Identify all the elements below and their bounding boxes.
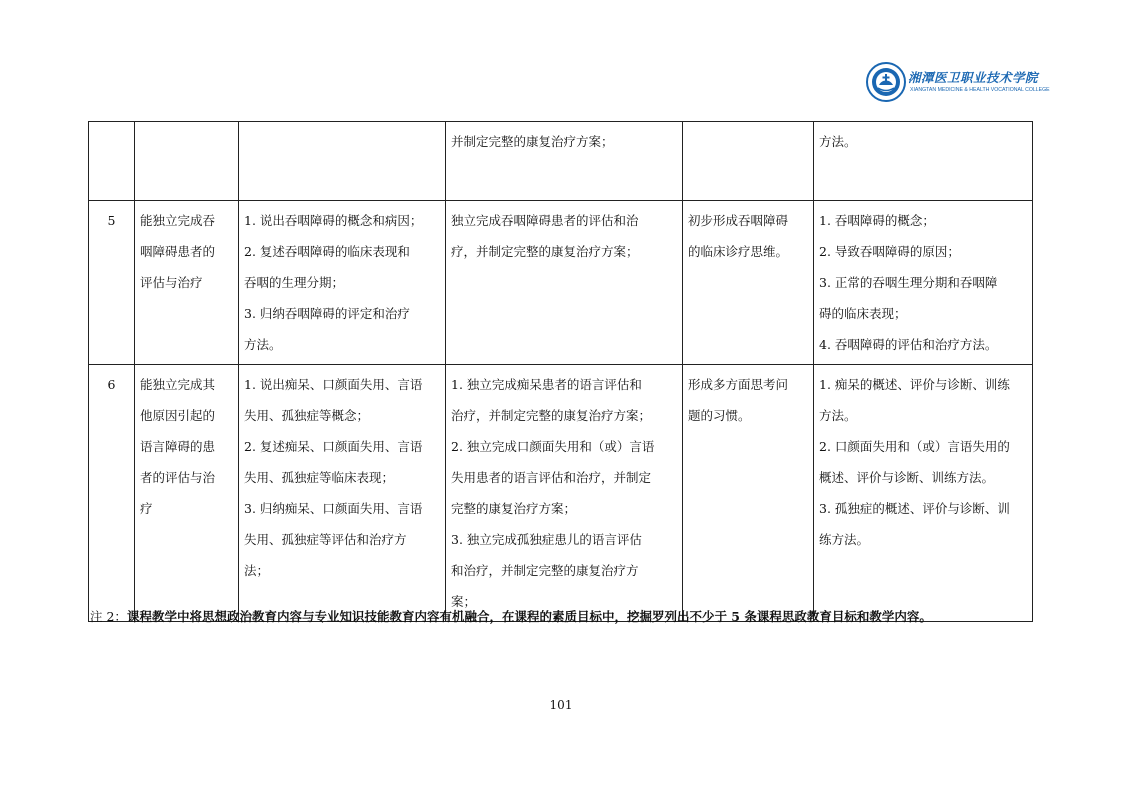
cell-line: 失用、孤独症等概念； <box>244 408 370 423</box>
footnote-text: 课程教学中将思想政治教育内容与专业知识技能教育内容有机融合，在课程的素质目标中，挖掘罗列出不少于 5 条课程思政教育目标和教学内容。 <box>126 609 932 624</box>
cell-line: 1. 说出痴呆、口颜面失用、言语 <box>244 377 423 392</box>
cell-line: 题的习惯。 <box>688 408 751 423</box>
footnote-prefix: 注 2： <box>90 609 127 624</box>
cell-line: 形成多方面思考问 <box>688 377 789 392</box>
table-cell-skill <box>446 365 683 622</box>
table-cell-quality <box>683 365 814 622</box>
table-cell-skill <box>446 122 683 201</box>
table-cell-content <box>814 122 1033 201</box>
table-cell-quality <box>683 122 814 201</box>
table-cell-knowledge <box>239 201 446 365</box>
cell-line: 碍的临床表现； <box>819 306 907 321</box>
cell-line: 3. 归纳吞咽障碍的评定和治疗 <box>244 306 410 321</box>
table-row <box>89 201 1033 365</box>
cell-line: 完整的康复治疗方案； <box>451 501 577 516</box>
cell-line: 方法。 <box>819 408 857 423</box>
table-cell-knowledge <box>239 122 446 201</box>
table-cell-content <box>814 365 1033 622</box>
cell-line: 失用、孤独症等评估和治疗方 <box>244 532 407 547</box>
cell-line: 并制定完整的康复治疗方案； <box>451 134 614 149</box>
cell-line: 3. 孤独症的概述、评价与诊断、训 <box>819 501 1010 516</box>
cell-line: 2. 复述痴呆、口颜面失用、言语 <box>244 439 423 454</box>
cell-line: 和治疗，并制定完整的康复治疗方 <box>451 563 639 578</box>
cell-line: 疗 <box>140 501 153 516</box>
cell-line: 2. 复述吞咽障碍的临床表现和 <box>244 244 410 259</box>
table-cell-skill <box>446 201 683 365</box>
cell-line: 3. 正常的吞咽生理分期和吞咽障 <box>819 275 998 290</box>
cell-line: 1. 痴呆的概述、评价与诊断、训练 <box>819 377 1010 392</box>
course-objectives-table <box>88 121 1033 622</box>
footnote <box>90 606 1050 628</box>
cell-line: 他原因引起的 <box>140 408 216 423</box>
cell-line: 治疗，并制定完整的康复治疗方案； <box>451 408 652 423</box>
cell-line: 4. 吞咽障碍的评估和治疗方法。 <box>819 337 998 352</box>
cell-line: 方法。 <box>819 134 857 149</box>
table-cell-no <box>89 122 135 201</box>
cell-line: 初步形成吞咽障碍 <box>688 213 789 228</box>
table-cell-content <box>814 201 1033 365</box>
cell-line: 者的评估与治 <box>140 470 216 485</box>
college-english-name: XIANGTAN MEDICINE & HEALTH VOCATIONAL COLLEGE <box>910 87 1050 93</box>
college-name: 湘潭医卫职业技术学院 <box>908 70 1039 85</box>
cell-line: 法； <box>244 563 270 578</box>
table-cell-no: 5 <box>89 201 135 365</box>
cell-line: 2. 口颜面失用和（或）言语失用的 <box>819 439 1010 454</box>
page-number: 101 <box>549 698 573 712</box>
cell-line: 练方法。 <box>819 532 870 547</box>
cell-line: 语言障碍的患 <box>140 439 216 454</box>
cell-line: 案； <box>451 594 477 609</box>
table-row <box>89 122 1033 201</box>
cell-line: 失用、孤独症等临床表现； <box>244 470 395 485</box>
college-emblem-icon <box>866 62 906 102</box>
cell-line: 能独立完成吞 <box>140 213 216 228</box>
cell-line: 1. 说出吞咽障碍的概念和病因； <box>244 213 423 228</box>
cell-line: 3. 独立完成孤独症患儿的语言评估 <box>451 532 642 547</box>
table-cell-quality <box>683 201 814 365</box>
cell-line: 3. 归纳痴呆、口颜面失用、言语 <box>244 501 423 516</box>
cell-line: 咽障碍患者的 <box>140 244 216 259</box>
cell-line: 评估与治疗 <box>140 275 203 290</box>
cell-line: 2. 导致吞咽障碍的原因； <box>819 244 960 259</box>
table-row <box>89 365 1033 622</box>
cell-line: 独立完成吞咽障碍患者的评估和治 <box>451 213 639 228</box>
cell-line: 1. 独立完成痴呆患者的语言评估和 <box>451 377 642 392</box>
table-cell-task <box>135 365 239 622</box>
cell-line: 1. 吞咽障碍的概念； <box>819 213 935 228</box>
cell-line: 吞咽的生理分期； <box>244 275 345 290</box>
cell-line: 能独立完成其 <box>140 377 216 392</box>
cell-line: 概述、评价与诊断、训练方法。 <box>819 470 995 485</box>
table-cell-no: 6 <box>89 365 135 622</box>
cell-line: 疗，并制定完整的康复治疗方案； <box>451 244 639 259</box>
college-logo <box>866 62 1051 104</box>
table-cell-task <box>135 201 239 365</box>
cell-line: 的临床诊疗思维。 <box>688 244 789 259</box>
table-cell-knowledge <box>239 365 446 622</box>
cell-line: 方法。 <box>244 337 282 352</box>
table-cell-task <box>135 122 239 201</box>
cell-line: 失用患者的语言评估和治疗，并制定 <box>451 470 652 485</box>
cell-line: 2. 独立完成口颜面失用和（或）言语 <box>451 439 655 454</box>
table-body <box>89 122 1033 622</box>
